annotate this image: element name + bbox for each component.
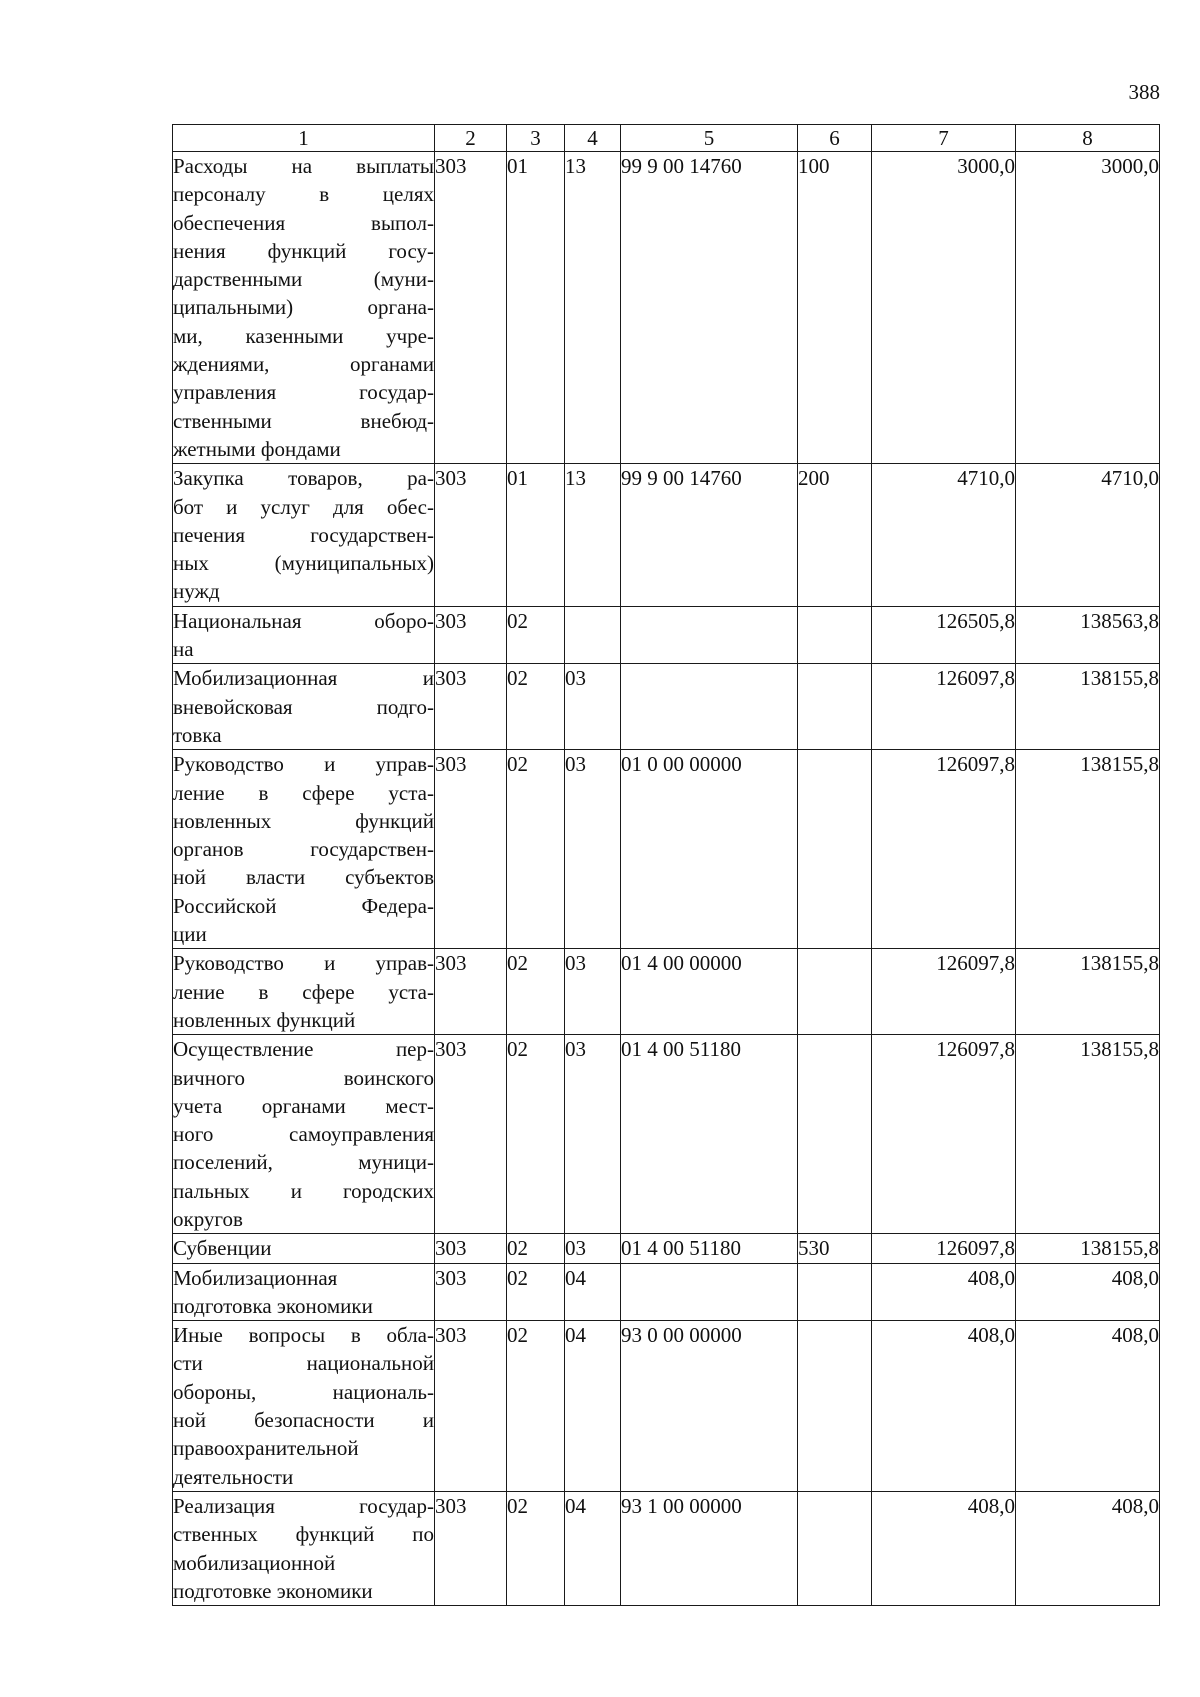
admin-code-cell: 303 xyxy=(435,1321,507,1492)
row-name-line: нения функций госу- xyxy=(173,238,434,263)
expense-type-cell xyxy=(798,949,872,1035)
row-name-line: вневойсковая подго- xyxy=(173,694,434,719)
row-name-line: товка xyxy=(173,722,222,747)
target-article-cell xyxy=(621,664,798,750)
row-name-line: Мобилизационная xyxy=(173,1265,338,1290)
expense-type-cell xyxy=(798,1321,872,1492)
table-row xyxy=(173,1491,1160,1605)
subsection-cell: 03 xyxy=(565,750,621,949)
row-name-line: жетными фондами xyxy=(173,436,341,461)
amount-year2-cell: 3000,0 xyxy=(1016,152,1160,464)
subsection-cell: 04 xyxy=(565,1491,621,1605)
row-name-line: новленных функций xyxy=(173,808,434,833)
expense-type-cell: 200 xyxy=(798,464,872,606)
column-header-2: 2 xyxy=(435,125,507,152)
row-name-line: ление в сфере уста- xyxy=(173,780,434,805)
row-name-line: Расходы на выплаты xyxy=(173,154,434,178)
admin-code-cell: 303 xyxy=(435,1234,507,1263)
column-header-8: 8 xyxy=(1016,125,1160,152)
amount-year2-cell: 408,0 xyxy=(1016,1263,1160,1321)
row-name-line: правоохранительной xyxy=(173,1436,359,1461)
amount-year1-cell: 408,0 xyxy=(872,1491,1016,1605)
row-name-cell xyxy=(173,1234,435,1263)
admin-code-cell: 303 xyxy=(435,1491,507,1605)
row-name-cell xyxy=(173,1491,435,1605)
subsection-cell: 04 xyxy=(565,1321,621,1492)
table-row xyxy=(173,750,1160,949)
target-article-cell: 01 4 00 51180 xyxy=(621,1234,798,1263)
row-name-line: Национальная оборо- xyxy=(173,608,434,633)
table-body xyxy=(173,152,1160,1606)
row-name-line: Руководство и управ- xyxy=(173,951,434,976)
admin-code-cell: 303 xyxy=(435,1035,507,1234)
row-name-line: Закупка товаров, ра- xyxy=(173,466,434,491)
amount-year1-cell: 126097,8 xyxy=(872,949,1016,1035)
amount-year2-cell: 408,0 xyxy=(1016,1321,1160,1492)
admin-code-cell: 303 xyxy=(435,1263,507,1321)
section-cell: 02 xyxy=(507,1491,565,1605)
amount-year2-cell: 138155,8 xyxy=(1016,664,1160,750)
table-row xyxy=(173,152,1160,464)
target-article-cell: 93 1 00 00000 xyxy=(621,1491,798,1605)
subsection-cell: 13 xyxy=(565,152,621,464)
row-name-line: ной безопасности и xyxy=(173,1408,434,1433)
row-name-cell xyxy=(173,1263,435,1321)
amount-year2-cell: 138155,8 xyxy=(1016,750,1160,949)
subsection-cell: 03 xyxy=(565,949,621,1035)
column-header-4: 4 xyxy=(565,125,621,152)
subsection-cell: 03 xyxy=(565,664,621,750)
expense-type-cell: 530 xyxy=(798,1234,872,1263)
expense-type-cell: 100 xyxy=(798,152,872,464)
section-cell: 02 xyxy=(507,1035,565,1234)
amount-year1-cell: 408,0 xyxy=(872,1263,1016,1321)
table-row xyxy=(173,1234,1160,1263)
row-name-line: округов xyxy=(173,1206,243,1231)
section-cell: 02 xyxy=(507,606,565,664)
table-row xyxy=(173,1263,1160,1321)
row-name-line: сти национальной xyxy=(173,1351,434,1376)
row-name-line: ного самоуправления xyxy=(173,1122,434,1147)
expense-type-cell xyxy=(798,606,872,664)
target-article-cell: 01 4 00 00000 xyxy=(621,949,798,1035)
row-name-cell xyxy=(173,464,435,606)
row-name-cell xyxy=(173,664,435,750)
amount-year1-cell: 3000,0 xyxy=(872,152,1016,464)
table-row xyxy=(173,1321,1160,1492)
subsection-cell: 04 xyxy=(565,1263,621,1321)
table-row xyxy=(173,606,1160,664)
row-name-line: Реализация государ- xyxy=(173,1493,434,1518)
amount-year1-cell: 126505,8 xyxy=(872,606,1016,664)
row-name-line: органов государствен- xyxy=(173,837,434,862)
column-header-6: 6 xyxy=(798,125,872,152)
target-article-cell: 99 9 00 14760 xyxy=(621,152,798,464)
expense-type-cell xyxy=(798,664,872,750)
page-number: 388 xyxy=(1128,80,1160,104)
row-name-line: подготовка экономики xyxy=(173,1293,373,1318)
row-name-line: Руководство и управ- xyxy=(173,752,434,777)
amount-year1-cell: 126097,8 xyxy=(872,750,1016,949)
row-name-line: пальных и городских xyxy=(173,1178,434,1203)
row-name-line: ных (муниципальных) xyxy=(173,551,434,576)
section-cell: 02 xyxy=(507,750,565,949)
admin-code-cell: 303 xyxy=(435,664,507,750)
subsection-cell: 13 xyxy=(565,464,621,606)
row-name-line: обеспечения выпол- xyxy=(173,210,434,235)
row-name-line: ственных функций по xyxy=(173,1522,434,1547)
amount-year2-cell: 408,0 xyxy=(1016,1491,1160,1605)
amount-year2-cell: 138155,8 xyxy=(1016,1234,1160,1263)
expense-type-cell xyxy=(798,1035,872,1234)
section-cell: 02 xyxy=(507,1234,565,1263)
amount-year2-cell: 4710,0 xyxy=(1016,464,1160,606)
section-cell: 02 xyxy=(507,949,565,1035)
row-name-line: вичного воинского xyxy=(173,1065,434,1090)
target-article-cell xyxy=(621,1263,798,1321)
row-name-cell xyxy=(173,949,435,1035)
row-name-line: Субвенции xyxy=(173,1236,272,1261)
row-name-line: нужд xyxy=(173,579,220,604)
row-name-cell xyxy=(173,1035,435,1234)
amount-year2-cell: 138155,8 xyxy=(1016,949,1160,1035)
section-cell: 01 xyxy=(507,464,565,606)
section-cell: 02 xyxy=(507,1263,565,1321)
header-row xyxy=(173,125,1160,152)
subsection-cell xyxy=(565,606,621,664)
row-name-line: поселений, муници- xyxy=(173,1150,434,1175)
expense-type-cell xyxy=(798,750,872,949)
row-name-line: бот и услуг для обес- xyxy=(173,494,434,519)
target-article-cell: 93 0 00 00000 xyxy=(621,1321,798,1492)
row-name-line: мобилизационной xyxy=(173,1550,336,1575)
row-name-line: печения государствен- xyxy=(173,522,434,547)
table-row xyxy=(173,664,1160,750)
row-name-line: на xyxy=(173,637,194,662)
row-name-cell xyxy=(173,606,435,664)
row-name-line: Осуществление пер- xyxy=(173,1037,434,1062)
row-name-line: подготовке экономики xyxy=(173,1578,373,1603)
row-name-line: Иные вопросы в обла- xyxy=(173,1323,434,1348)
target-article-cell xyxy=(621,606,798,664)
column-header-7: 7 xyxy=(872,125,1016,152)
row-name-line: ми, казенными учре- xyxy=(173,323,434,348)
column-header-1: 1 xyxy=(173,125,435,152)
expense-type-cell xyxy=(798,1263,872,1321)
row-name-line: ждениями, органами xyxy=(173,352,434,377)
row-name-cell xyxy=(173,152,435,464)
section-cell: 02 xyxy=(507,1321,565,1492)
amount-year1-cell: 126097,8 xyxy=(872,1035,1016,1234)
table-row xyxy=(173,949,1160,1035)
amount-year1-cell: 4710,0 xyxy=(872,464,1016,606)
expense-type-cell xyxy=(798,1491,872,1605)
target-article-cell: 99 9 00 14760 xyxy=(621,464,798,606)
admin-code-cell: 303 xyxy=(435,464,507,606)
row-name-cell xyxy=(173,750,435,949)
admin-code-cell: 303 xyxy=(435,750,507,949)
table-row xyxy=(173,464,1160,606)
row-name-line: дарственными (муни- xyxy=(173,267,434,292)
row-name-line: ной власти субъектов xyxy=(173,865,434,890)
row-name-line: Мобилизационная и xyxy=(173,666,434,691)
column-header-5: 5 xyxy=(621,125,798,152)
row-name-line: Российской Федера- xyxy=(173,893,434,918)
row-name-line: управления государ- xyxy=(173,380,434,405)
budget-table xyxy=(172,124,1160,1606)
section-cell: 01 xyxy=(507,152,565,464)
row-name-line: ципальными) органа- xyxy=(173,295,434,320)
amount-year1-cell: 408,0 xyxy=(872,1321,1016,1492)
target-article-cell: 01 4 00 51180 xyxy=(621,1035,798,1234)
row-name-line: ственными внебюд- xyxy=(173,408,434,433)
subsection-cell: 03 xyxy=(565,1234,621,1263)
row-name-line: деятельности xyxy=(173,1464,294,1489)
admin-code-cell: 303 xyxy=(435,152,507,464)
table-row xyxy=(173,1035,1160,1234)
amount-year1-cell: 126097,8 xyxy=(872,1234,1016,1263)
row-name-cell xyxy=(173,1321,435,1492)
amount-year2-cell: 138563,8 xyxy=(1016,606,1160,664)
row-name-line: персоналу в целях xyxy=(173,182,434,207)
row-name-line: ление в сфере уста- xyxy=(173,979,434,1004)
amount-year1-cell: 126097,8 xyxy=(872,664,1016,750)
target-article-cell: 01 0 00 00000 xyxy=(621,750,798,949)
section-cell: 02 xyxy=(507,664,565,750)
column-header-3: 3 xyxy=(507,125,565,152)
admin-code-cell: 303 xyxy=(435,949,507,1035)
amount-year2-cell: 138155,8 xyxy=(1016,1035,1160,1234)
admin-code-cell: 303 xyxy=(435,606,507,664)
subsection-cell: 03 xyxy=(565,1035,621,1234)
row-name-line: учета органами мест- xyxy=(173,1093,434,1118)
row-name-line: новленных функций xyxy=(173,1007,356,1032)
row-name-line: ции xyxy=(173,922,207,947)
row-name-line: обороны, националь- xyxy=(173,1379,434,1404)
